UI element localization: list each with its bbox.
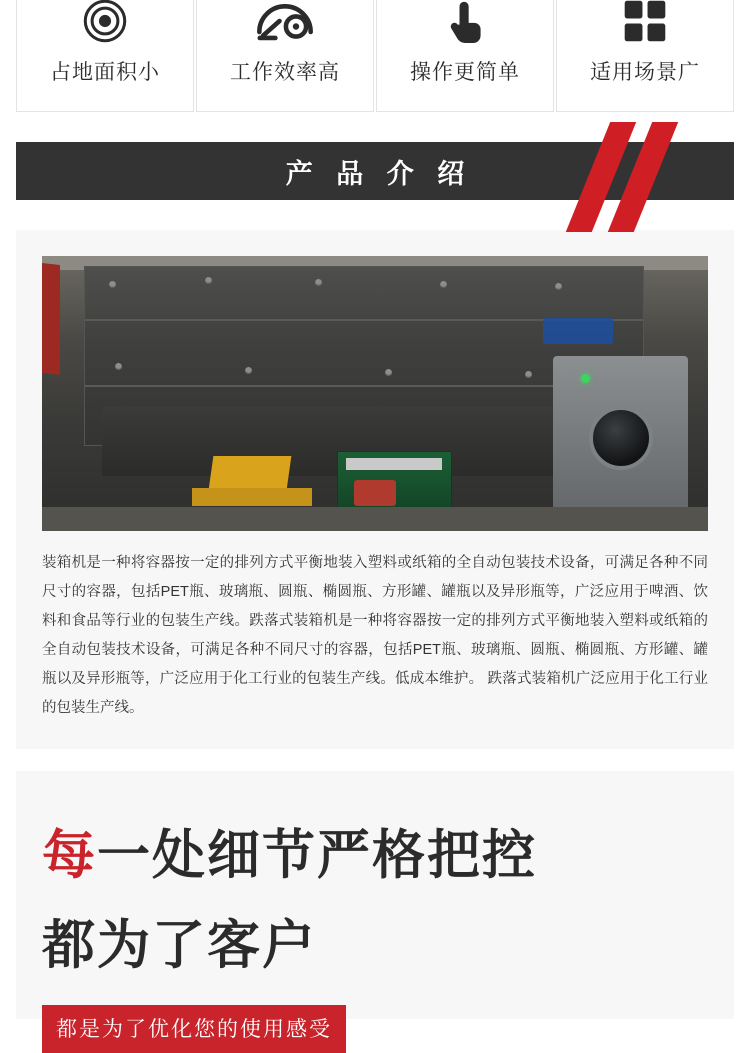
bar-right-block <box>662 142 734 200</box>
headline-line-1-rest: 一处细节严格把控 <box>97 826 537 885</box>
feature-card-label: 工作效率高 <box>230 61 340 84</box>
headline-line-1 <box>42 811 708 901</box>
target-rings-icon <box>76 0 134 44</box>
headline-line-2: 都为了客户 <box>42 916 317 975</box>
section-title-bar <box>16 142 734 200</box>
headline-block <box>16 771 734 1041</box>
product-intro-panel <box>16 230 734 749</box>
feature-card-2[interactable] <box>376 0 554 112</box>
headline-accent-char: 每 <box>42 826 97 885</box>
feature-card-label: 操作更简单 <box>410 61 520 84</box>
feature-card-label: 占地面积小 <box>50 61 160 84</box>
feature-card-row <box>0 0 750 112</box>
headline-tag: 都是为了优化您的使用感受 <box>42 1005 346 1053</box>
product-description: 装箱机是一种将容器按一定的排列方式平衡地装入塑料或纸箱的全自动包装技术设备，可满足各种不同尺寸的容器，包括PET瓶、玻璃瓶、圆瓶、椭圆瓶、方形罐、罐瓶以及异形瓶等，广泛应用于啤酒、饮料和食品等行业的包装生产线。跌落式装箱机是一种将容器按一定的排列方式平衡地装入塑料或纸箱的全自动包装技术设备，可满足各种不同尺寸的容器，包括PET瓶、玻璃瓶、圆瓶、椭圆瓶、方形罐、罐瓶以及异形瓶等，广泛应用于化工行业的包装生产线。低成本维护。 跌落式装箱机广泛应用于化工行业的包装生产线。 <box>42 555 708 716</box>
feature-card-3[interactable] <box>556 0 734 112</box>
product-photo <box>42 256 708 531</box>
speed-gauge-icon <box>254 0 316 44</box>
grid-squares-icon <box>620 0 670 44</box>
feature-card-0[interactable] <box>16 0 194 112</box>
section-title: 产 品 介 绍 <box>285 158 473 189</box>
hand-tap-icon <box>443 0 487 44</box>
feature-card-1[interactable] <box>196 0 374 112</box>
feature-card-label: 适用场景广 <box>590 61 700 84</box>
